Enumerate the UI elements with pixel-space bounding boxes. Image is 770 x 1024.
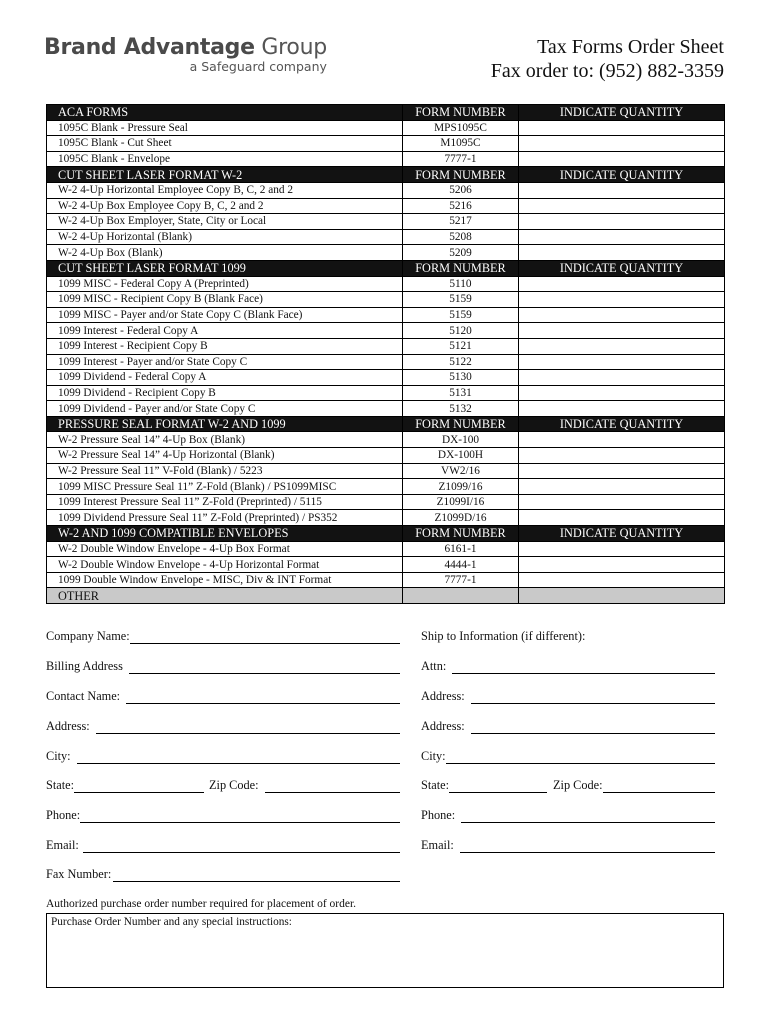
form-number-header: FORM NUMBER <box>403 416 519 432</box>
quantity-input[interactable] <box>519 494 725 510</box>
brand-name <box>44 36 327 60</box>
ship-address-label-1: Address: <box>421 689 465 703</box>
form-number: VW2/16 <box>403 463 519 479</box>
contact-name-label: Contact Name: <box>46 689 121 703</box>
ship-to-heading <box>421 628 715 644</box>
form-description: 1099 Interest - Payer and/or State Copy C <box>47 354 403 370</box>
attn-field[interactable] <box>421 658 715 674</box>
brand-logo <box>44 36 327 74</box>
quantity-input[interactable] <box>519 136 725 152</box>
table-row <box>47 541 725 557</box>
ship-address-field-1[interactable] <box>421 688 715 704</box>
quantity-input[interactable] <box>519 432 725 448</box>
quantity-input[interactable] <box>519 292 725 308</box>
quantity-input[interactable] <box>519 229 725 245</box>
quantity-input[interactable] <box>519 182 725 198</box>
section-title: W-2 AND 1099 COMPATIBLE ENVELOPES <box>47 526 403 542</box>
table-row <box>47 245 725 261</box>
form-description: 1099 Interest Pressure Seal 11” Z-Fold (Preprinted) / 5115 <box>47 494 403 510</box>
page-title: Tax Forms Order Sheet <box>537 36 724 58</box>
table-row <box>47 323 725 339</box>
zip-code-label: Zip Code: <box>209 778 259 792</box>
form-description: W-2 4-Up Box (Blank) <box>47 245 403 261</box>
form-number: 5110 <box>403 276 519 292</box>
form-description: W-2 Pressure Seal 11” V-Fold (Blank) / 5223 <box>47 463 403 479</box>
other-form-number[interactable] <box>403 588 519 604</box>
billing-address-field[interactable] <box>46 658 400 674</box>
ship-phone-line[interactable] <box>461 810 715 823</box>
table-row <box>47 479 725 495</box>
form-description: W-2 Pressure Seal 14” 4-Up Box (Blank) <box>47 432 403 448</box>
address-label: Address: <box>46 719 90 733</box>
form-number: MPS1095C <box>403 120 519 136</box>
city-label: City: <box>46 749 71 763</box>
company-name-label: Company Name: <box>46 629 130 643</box>
ship-city-label: City: <box>421 749 446 763</box>
form-number: 7777-1 <box>403 572 519 588</box>
quantity-header: INDICATE QUANTITY <box>519 416 725 432</box>
form-description: W-2 4-Up Horizontal Employee Copy B, C, 2 and 2 <box>47 182 403 198</box>
phone-field[interactable] <box>46 807 400 823</box>
ship-address-line-1[interactable] <box>471 691 715 704</box>
section-header <box>47 260 725 276</box>
form-description: 1099 MISC - Federal Copy A (Preprinted) <box>47 276 403 292</box>
form-description: W-2 Double Window Envelope - 4-Up Box Format <box>47 541 403 557</box>
section-title: ACA FORMS <box>47 105 403 121</box>
company-name-line[interactable] <box>130 631 400 644</box>
billing-address-line[interactable] <box>129 661 400 674</box>
ship-email-label: Email: <box>421 838 454 852</box>
ship-state-line[interactable] <box>449 780 547 793</box>
order-table <box>46 104 725 604</box>
form-number: 5206 <box>403 182 519 198</box>
table-row <box>47 136 725 152</box>
ship-to-label: Ship to Information (if different): <box>421 629 586 643</box>
quantity-input[interactable] <box>519 401 725 417</box>
ship-email-line[interactable] <box>460 840 715 853</box>
form-number: 5217 <box>403 214 519 230</box>
quantity-input[interactable] <box>519 338 725 354</box>
zip-code-line[interactable] <box>265 780 400 793</box>
form-number: 4444-1 <box>403 557 519 573</box>
form-description: W-2 Double Window Envelope - 4-Up Horizontal Format <box>47 557 403 573</box>
table-row <box>47 151 725 167</box>
quantity-input[interactable] <box>519 479 725 495</box>
brand-tagline: a Safeguard company <box>189 59 327 74</box>
ship-state-zip-field[interactable] <box>421 777 715 793</box>
quantity-input[interactable] <box>519 276 725 292</box>
form-description: W-2 4-Up Box Employee Copy B, C, 2 and 2 <box>47 198 403 214</box>
form-number: 6161-1 <box>403 541 519 557</box>
special-instructions-box[interactable] <box>46 913 724 988</box>
table-row <box>47 557 725 573</box>
form-number: 5159 <box>403 307 519 323</box>
form-number-header: FORM NUMBER <box>403 105 519 121</box>
table-row <box>47 432 725 448</box>
form-description: 1099 MISC - Payer and/or State Copy C (Blank Face) <box>47 307 403 323</box>
ship-phone-field[interactable] <box>421 807 715 823</box>
email-field[interactable] <box>46 837 400 853</box>
form-description: 1099 Dividend - Federal Copy A <box>47 370 403 386</box>
brand-name-bold: Brand Advantage <box>44 35 255 60</box>
form-description: 1099 Double Window Envelope - MISC, Div & INT Format <box>47 572 403 588</box>
contact-name-line[interactable] <box>126 691 400 704</box>
section-header <box>47 105 725 121</box>
ship-email-field[interactable] <box>421 837 715 853</box>
form-description: 1095C Blank - Envelope <box>47 151 403 167</box>
table-row <box>47 572 725 588</box>
email-label: Email: <box>46 838 79 852</box>
other-row <box>47 588 725 604</box>
form-number: 5120 <box>403 323 519 339</box>
po-requirement-note: Authorized purchase order number required for placement of order. <box>46 898 357 910</box>
section-header <box>47 416 725 432</box>
form-description: W-2 4-Up Horizontal (Blank) <box>47 229 403 245</box>
brand-name-light: Group <box>261 35 327 60</box>
form-number: 5208 <box>403 229 519 245</box>
email-line[interactable] <box>83 840 400 853</box>
contact-name-field[interactable] <box>46 688 400 704</box>
form-description: 1095C Blank - Pressure Seal <box>47 120 403 136</box>
form-description: 1099 Dividend - Recipient Copy B <box>47 385 403 401</box>
ship-zip-code-label: Zip Code: <box>553 778 603 792</box>
quantity-input[interactable] <box>519 385 725 401</box>
quantity-header: INDICATE QUANTITY <box>519 260 725 276</box>
ship-address-field-2[interactable] <box>421 718 715 734</box>
quantity-input[interactable] <box>519 448 725 464</box>
fax-number-entry-line[interactable] <box>113 869 400 882</box>
order-table-body <box>47 105 725 604</box>
section-title: CUT SHEET LASER FORMAT 1099 <box>47 260 403 276</box>
form-number: 5159 <box>403 292 519 308</box>
form-number: 5121 <box>403 338 519 354</box>
form-number: 5130 <box>403 370 519 386</box>
form-description: 1099 MISC - Recipient Copy B (Blank Face) <box>47 292 403 308</box>
form-description: 1099 Dividend - Payer and/or State Copy C <box>47 401 403 417</box>
ship-phone-label: Phone: <box>421 808 456 822</box>
form-description: 1099 Interest - Federal Copy A <box>47 323 403 339</box>
attn-label: Attn: <box>421 659 447 673</box>
special-instructions-label: Purchase Order Number and any special instructions: <box>51 916 292 928</box>
table-row <box>47 385 725 401</box>
table-row <box>47 463 725 479</box>
quantity-input[interactable] <box>519 510 725 526</box>
form-description: 1099 Dividend Pressure Seal 11” Z-Fold (Preprinted) / PS352 <box>47 510 403 526</box>
form-number: Z1099/16 <box>403 479 519 495</box>
other-label[interactable]: OTHER <box>47 588 403 604</box>
address-field[interactable] <box>46 718 400 734</box>
form-number: 5216 <box>403 198 519 214</box>
form-number-header: FORM NUMBER <box>403 167 519 183</box>
address-line[interactable] <box>96 721 400 734</box>
ship-address-label-2: Address: <box>421 719 465 733</box>
form-number: DX-100 <box>403 432 519 448</box>
quantity-input[interactable] <box>519 463 725 479</box>
form-number: Z1099I/16 <box>403 494 519 510</box>
table-row <box>47 214 725 230</box>
form-number-header: FORM NUMBER <box>403 526 519 542</box>
form-number: 7777-1 <box>403 151 519 167</box>
form-description: 1099 MISC Pressure Seal 11” Z-Fold (Blank) / PS1099MISC <box>47 479 403 495</box>
quantity-input[interactable] <box>519 214 725 230</box>
quantity-input[interactable] <box>519 198 725 214</box>
table-row <box>47 448 725 464</box>
table-row <box>47 182 725 198</box>
form-description: 1099 Interest - Recipient Copy B <box>47 338 403 354</box>
table-row <box>47 494 725 510</box>
state-zip-field[interactable] <box>46 777 400 793</box>
form-number: 5122 <box>403 354 519 370</box>
table-row <box>47 292 725 308</box>
city-line[interactable] <box>77 751 400 764</box>
form-number-header: FORM NUMBER <box>403 260 519 276</box>
quantity-input[interactable] <box>519 120 725 136</box>
phone-line[interactable] <box>80 810 400 823</box>
attn-line[interactable] <box>452 661 715 674</box>
ship-city-line[interactable] <box>446 751 715 764</box>
form-number: M1095C <box>403 136 519 152</box>
quantity-input[interactable] <box>519 541 725 557</box>
form-number: 5209 <box>403 245 519 261</box>
quantity-header: INDICATE QUANTITY <box>519 526 725 542</box>
company-name-field[interactable] <box>46 628 400 644</box>
table-row <box>47 401 725 417</box>
quantity-header: INDICATE QUANTITY <box>519 105 725 121</box>
table-row <box>47 198 725 214</box>
table-row <box>47 338 725 354</box>
section-title: CUT SHEET LASER FORMAT W-2 <box>47 167 403 183</box>
fax-number-field[interactable] <box>46 866 400 882</box>
form-number: 5132 <box>403 401 519 417</box>
quantity-input[interactable] <box>519 572 725 588</box>
section-header <box>47 526 725 542</box>
table-row <box>47 307 725 323</box>
form-number: DX-100H <box>403 448 519 464</box>
other-quantity-input[interactable] <box>519 588 725 604</box>
ship-state-label: State: <box>421 778 450 792</box>
quantity-input[interactable] <box>519 354 725 370</box>
quantity-input[interactable] <box>519 370 725 386</box>
form-description: W-2 4-Up Box Employer, State, City or Local <box>47 214 403 230</box>
state-label: State: <box>46 778 75 792</box>
form-number: Z1099D/16 <box>403 510 519 526</box>
quantity-input[interactable] <box>519 557 725 573</box>
quantity-header: INDICATE QUANTITY <box>519 167 725 183</box>
fax-number-label: Fax Number: <box>46 867 112 881</box>
ship-city-field[interactable] <box>421 748 715 764</box>
table-row <box>47 276 725 292</box>
form-description: 1095C Blank - Cut Sheet <box>47 136 403 152</box>
section-title: PRESSURE SEAL FORMAT W-2 AND 1099 <box>47 416 403 432</box>
section-header <box>47 167 725 183</box>
form-number: 5131 <box>403 385 519 401</box>
state-line[interactable] <box>74 780 204 793</box>
fax-number-line: Fax order to: (952) 882-3359 <box>490 60 724 82</box>
quantity-input[interactable] <box>519 245 725 261</box>
phone-label: Phone: <box>46 808 81 822</box>
ship-zip-code-line[interactable] <box>603 780 715 793</box>
table-row <box>47 120 725 136</box>
quantity-input[interactable] <box>519 151 725 167</box>
form-description: W-2 Pressure Seal 14” 4-Up Horizontal (Blank) <box>47 448 403 464</box>
billing-address-label: Billing Address <box>46 659 123 673</box>
quantity-input[interactable] <box>519 307 725 323</box>
ship-address-line-2[interactable] <box>471 721 715 734</box>
title-block <box>491 36 724 82</box>
table-row <box>47 229 725 245</box>
table-row <box>47 510 725 526</box>
table-row <box>47 354 725 370</box>
quantity-input[interactable] <box>519 323 725 339</box>
city-field[interactable] <box>46 748 400 764</box>
table-row <box>47 370 725 386</box>
